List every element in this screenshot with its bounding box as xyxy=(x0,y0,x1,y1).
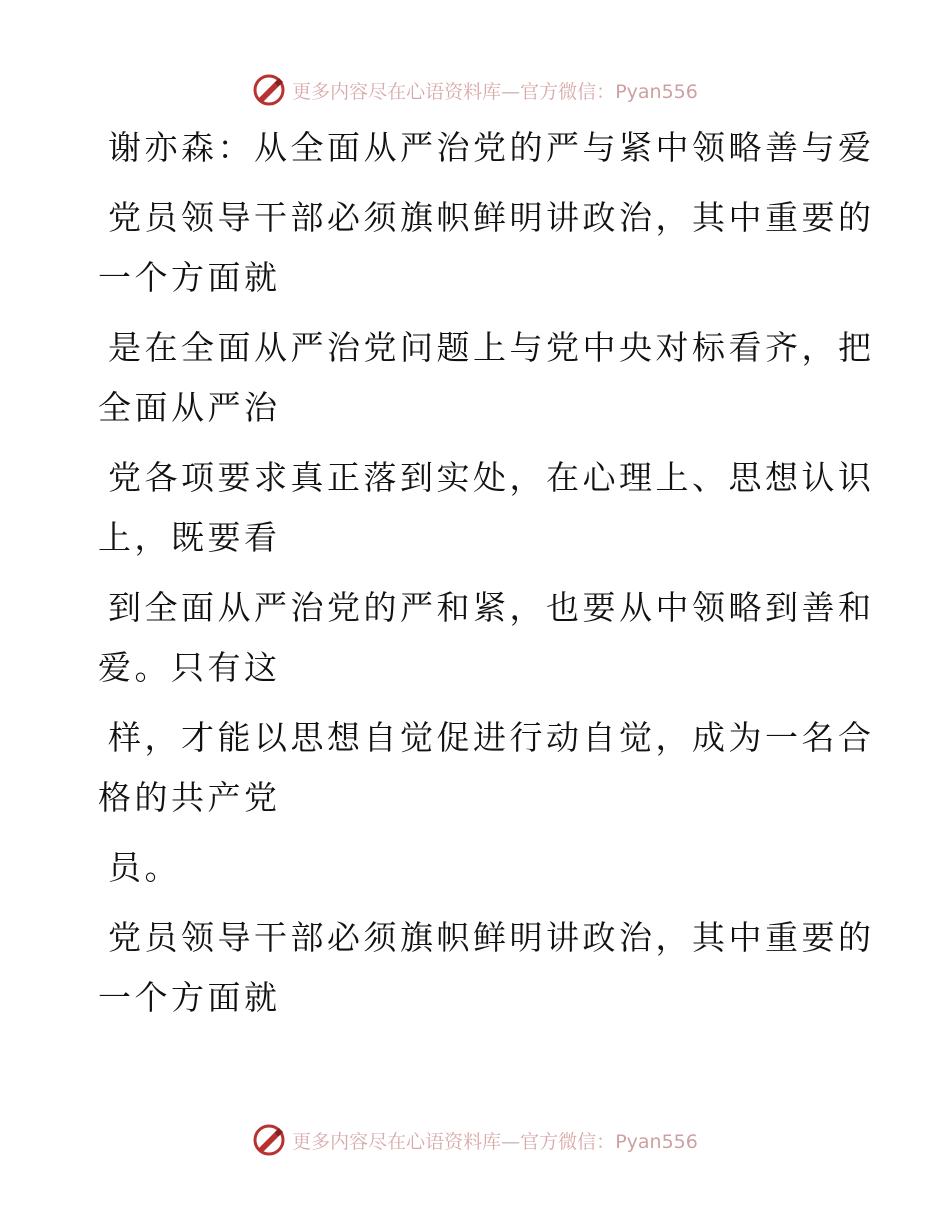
paragraph-line: 党员领导干部必须旗帜鲜明讲政治，其中重要的 xyxy=(108,918,875,957)
paragraph-2 xyxy=(98,318,875,438)
pen-logo-icon xyxy=(252,73,286,107)
paragraph-line: 爱。只有这 xyxy=(98,648,281,687)
paragraph-line: 是在全面从严治党问题上与党中央对标看齐，把 xyxy=(108,328,875,367)
pen-logo-icon xyxy=(252,1123,286,1157)
banner-site-text: 更多内容尽在心语资料库 xyxy=(292,1130,502,1153)
paragraph-line: 全面从严治 xyxy=(98,388,281,427)
paragraph-line: 一个方面就 xyxy=(98,978,281,1017)
paragraph-line: 一个方面就 xyxy=(98,258,281,297)
footer-banner-text xyxy=(292,1127,698,1154)
banner-dash: — xyxy=(501,80,521,103)
paragraph-4 xyxy=(98,578,875,698)
paragraph-line: 员。 xyxy=(108,848,181,887)
paragraph-line: 上，既要看 xyxy=(98,518,281,557)
paragraph-line: 党员领导干部必须旗帜鲜明讲政治，其中重要的 xyxy=(108,198,875,237)
paragraph-line: 党各项要求真正落到实处，在心理上、思想认识 xyxy=(108,458,875,497)
footer-banner xyxy=(0,1120,950,1160)
banner-wechat-id: Pyan556 xyxy=(615,1130,698,1153)
header-banner-text xyxy=(292,77,698,104)
banner-wechat-label: 官方微信： xyxy=(520,1130,616,1153)
header-banner-inner xyxy=(252,73,698,107)
paragraph-5 xyxy=(98,708,875,828)
paragraph-line: 到全面从严治党的严和紧，也要从中领略到善和 xyxy=(108,588,875,627)
paragraph-7 xyxy=(98,908,875,1028)
document-body xyxy=(98,118,875,1028)
paragraph-1 xyxy=(98,188,875,308)
paragraph-3 xyxy=(98,448,875,568)
header-banner xyxy=(0,70,950,110)
banner-dash: — xyxy=(501,1130,521,1153)
banner-wechat-label: 官方微信： xyxy=(520,80,616,103)
paragraph-6 xyxy=(98,838,828,898)
footer-banner-inner xyxy=(252,1123,698,1157)
paragraph-line: 样，才能以思想自觉促进行动自觉，成为一名合 xyxy=(108,718,875,757)
paragraph-line: 格的共产党 xyxy=(98,778,281,817)
banner-site-text: 更多内容尽在心语资料库 xyxy=(292,80,502,103)
banner-wechat-id: Pyan556 xyxy=(615,80,698,103)
document-title: 谢亦森：从全面从严治党的严与紧中领略善与爱 xyxy=(108,128,875,167)
